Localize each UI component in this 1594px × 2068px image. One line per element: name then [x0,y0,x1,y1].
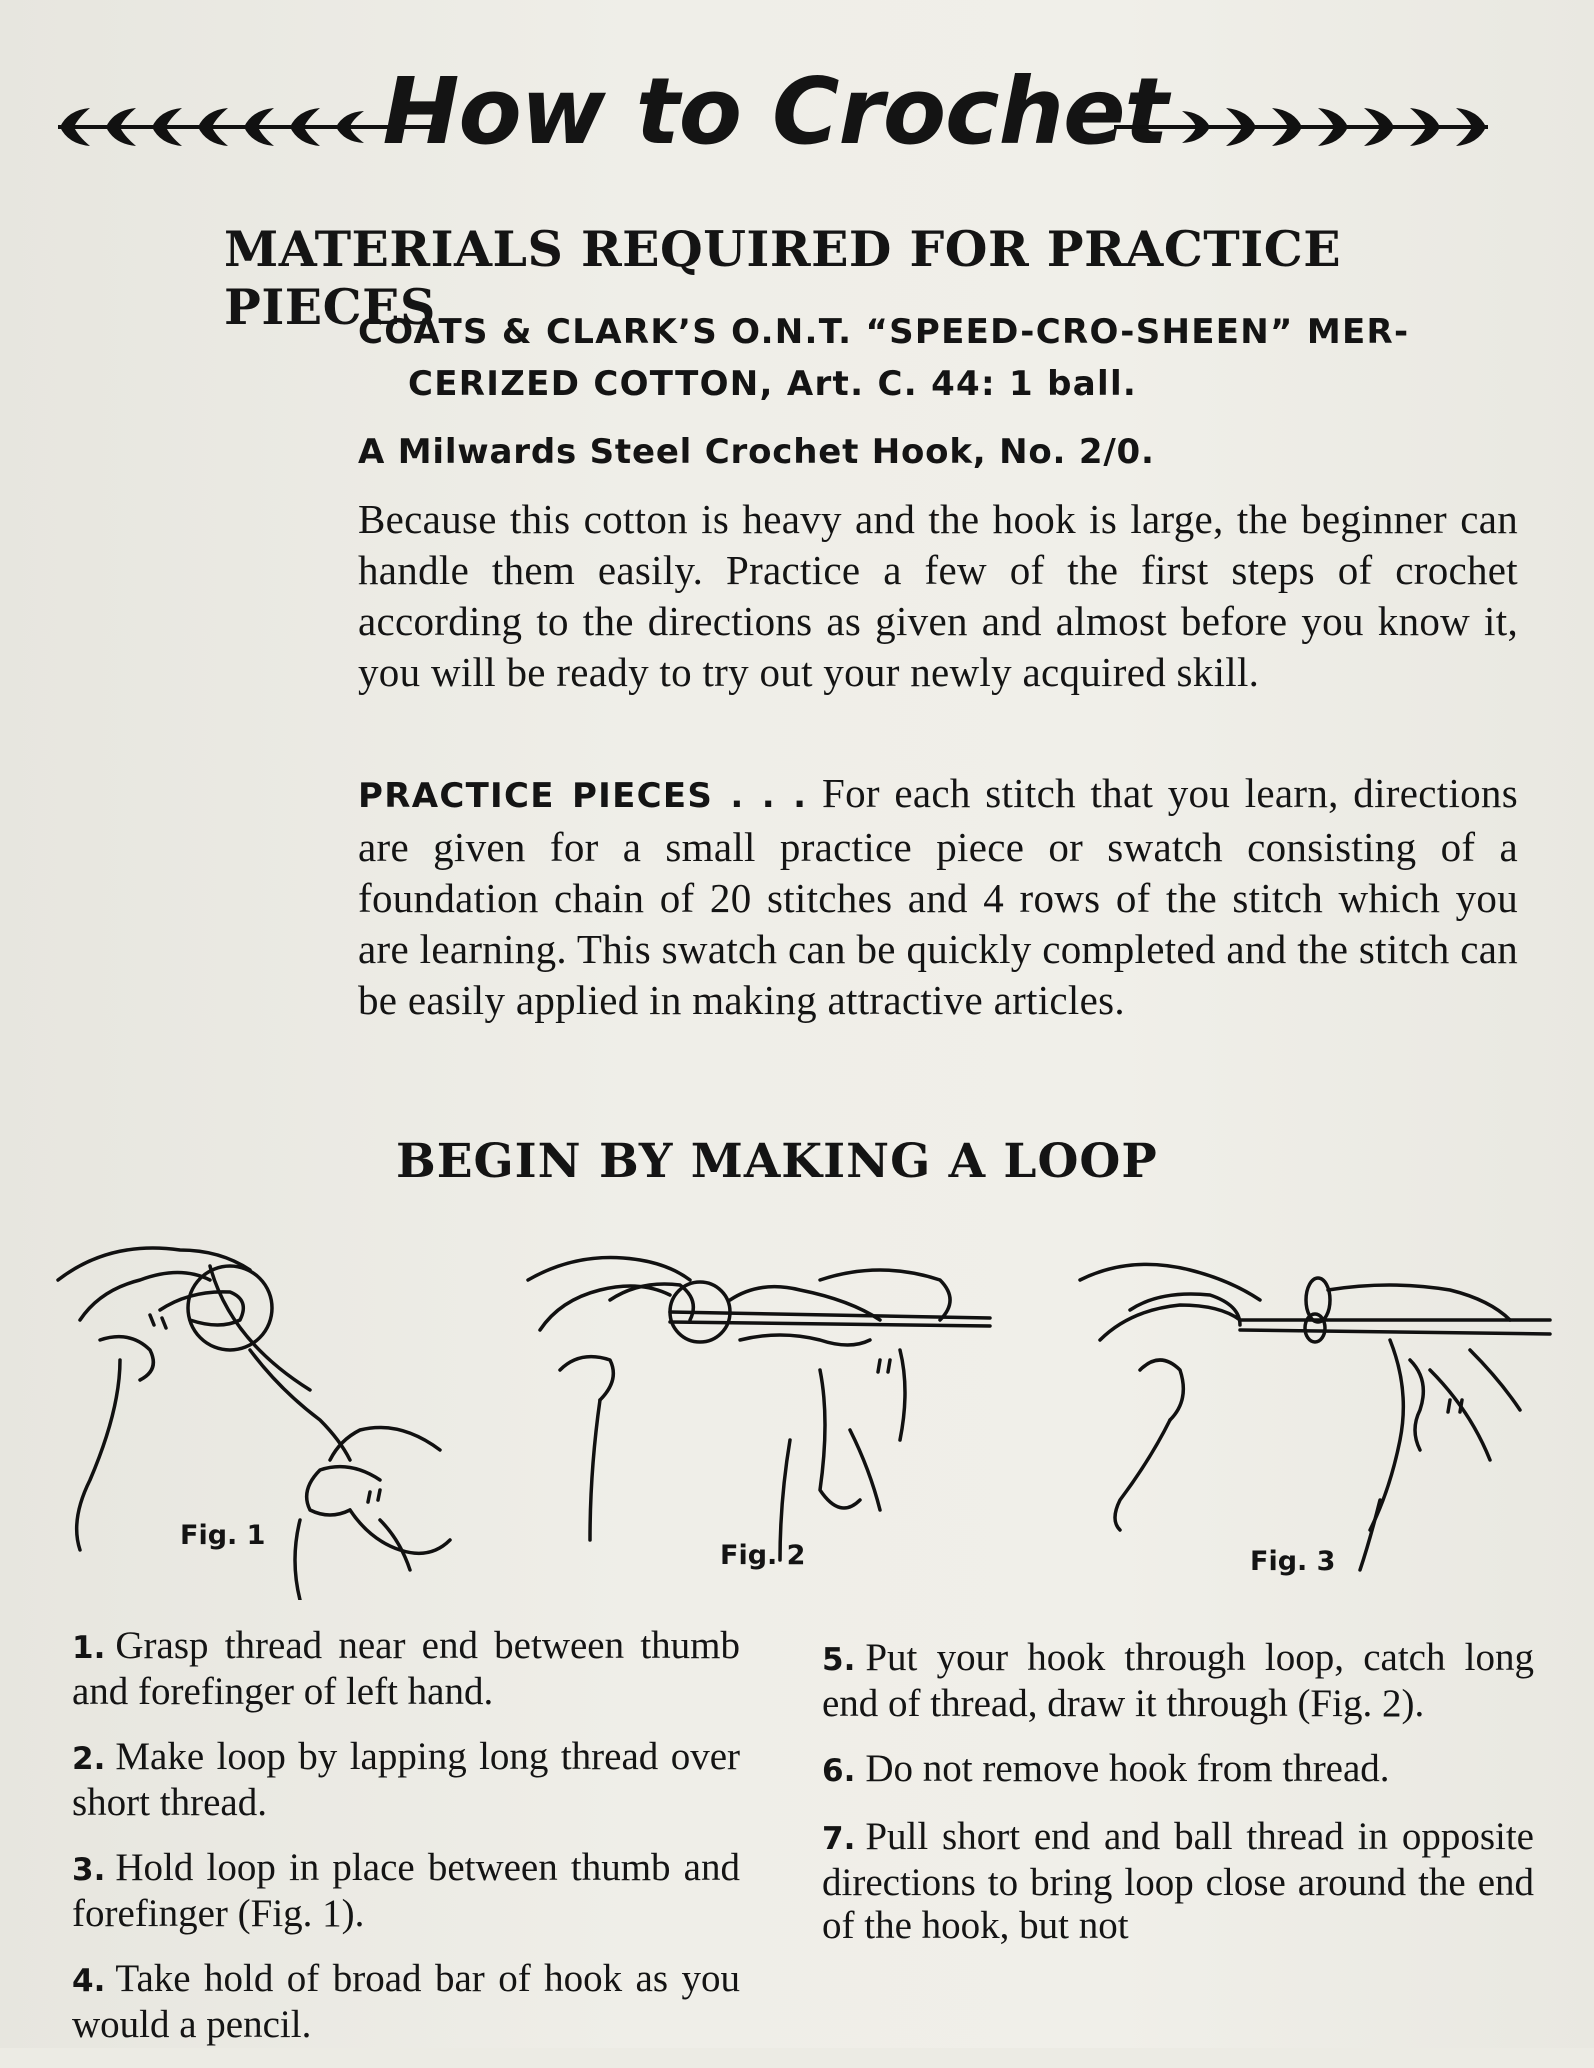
figure-2 [520,1240,1000,1570]
step-6 [822,1747,1534,1793]
material-item-cotton [358,306,1508,410]
step-text: Take hold of broad bar of hook as you would a pencil. [72,1957,740,2046]
step-number: 7. [822,1821,856,1857]
practice-pieces-paragraph [358,768,1518,1026]
step-3 [72,1846,740,1935]
figure-1-label: Fig. 1 [180,1520,266,1551]
step-2 [72,1735,740,1824]
step-text: Pull short end and ball thread in opposite directions to bring loop close around the end of the hook, but not [822,1815,1534,1947]
materials-heading: MATERIALS REQUIRED FOR PRACTICE PIECES [224,220,1342,336]
intro-paragraph: Because this cotton is heavy and the hook is large, the beginner can handle them easily. Practice a few of the first steps of crochet according to the directions as given and almost before you know it, you will be ready to try out your newly acquired skill. [358,496,1518,695]
step-text: Do not remove hook from thread. [865,1747,1390,1790]
step-number: 6. [822,1753,856,1789]
page-title: How to Crochet [382,58,1168,165]
step-4 [72,1957,740,2046]
step-number: 3. [72,1852,106,1888]
hook-through-loop-icon [520,1240,1000,1570]
step-7 [822,1815,1534,1947]
step-number: 2. [72,1741,106,1777]
leaf-arrow-right-icon [1108,100,1498,154]
figure-2-label: Fig. 2 [720,1540,806,1571]
step-text: Put your hook through loop, catch long end of thread, draw it through (Fig. 2). [822,1636,1534,1725]
step-number: 5. [822,1642,856,1678]
step-number: 1. [72,1630,106,1666]
step-5 [822,1636,1534,1725]
step-text: Grasp thread near end between thumb and forefinger of left hand. [72,1624,740,1713]
step-number: 4. [72,1963,106,1999]
material-item-hook: A Milwards Steel Crochet Hook, No. 2/0. [358,432,1155,472]
pulling-loop-tight-icon [1070,1250,1560,1580]
step-1 [72,1624,740,1713]
title-row [40,40,1500,180]
begin-loop-heading: BEGIN BY MAKING A LOOP [396,1134,1158,1189]
material-item-cotton-line2: CERIZED COTTON, Art. C. 44: 1 ball. [408,364,1138,404]
practice-pieces-text: For each stitch that you learn, directions are given for a small practice piece or swatch consisting of a foundation chain of 20 stitches and 4 rows of the stitch which you are learning. This swatch can be quickly completed and the stitch can be easily applied in making attractive articles. [358,770,1518,1023]
figure-3 [1070,1250,1560,1580]
step-text: Make loop by lapping long thread over short thread. [72,1735,740,1824]
steps-left-column [72,1624,740,2068]
figure-1 [50,1220,470,1600]
steps-right-column [822,1636,1534,1969]
practice-pieces-lead: PRACTICE PIECES . . . [358,776,808,816]
step-text: Hold loop in place between thumb and forefinger (Fig. 1). [72,1846,740,1935]
figure-3-label: Fig. 3 [1250,1546,1336,1577]
material-item-cotton-line1: COATS & CLARK’S O.N.T. “SPEED-CRO-SHEEN” MER- [358,312,1410,352]
